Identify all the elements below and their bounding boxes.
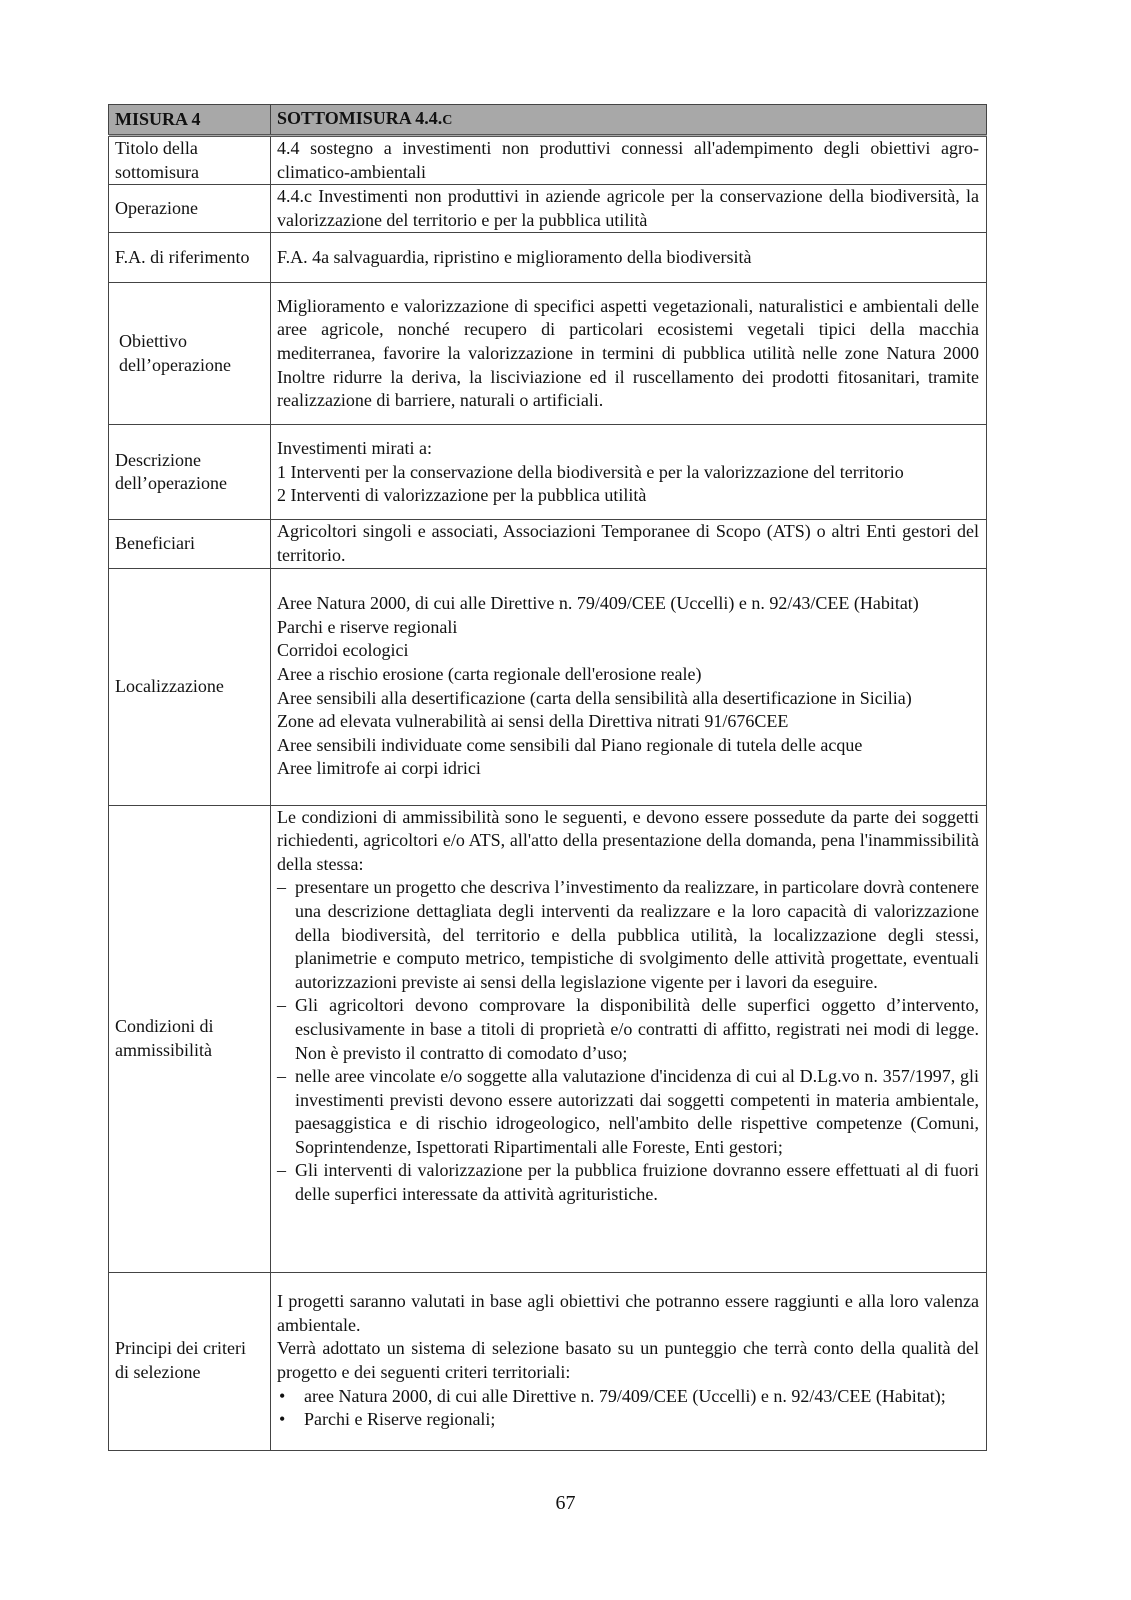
row-operazione — [109, 185, 987, 233]
sottomisura-header — [271, 105, 987, 136]
label-obiettivo: Obiettivo dell’operazione — [109, 283, 271, 425]
principi-bullet-text: Parchi e Riserve regionali; — [304, 1409, 496, 1430]
label-operazione: Operazione — [109, 185, 271, 233]
measure-table — [108, 104, 987, 1451]
descrizione-line: 2 Interventi di valorizzazione per la pubblica utilità — [277, 485, 647, 506]
bullet-marker: • — [279, 1385, 286, 1406]
descrizione-line: 1 Interventi per la conservazione della biodiversità e per la valorizzazione del territorio — [277, 461, 904, 482]
row-obiettivo — [109, 283, 987, 425]
condizioni-item-text: Gli interventi di valorizzazione per la pubblica fruizione dovranno essere effettuati al di fuori delle superfici interessate da attività agrituristiche. — [295, 1160, 979, 1205]
text-beneficiari: Agricoltori singoli e associati, Associazioni Temporanee di Scopo (ATS) o altri Enti gestori del territorio. — [271, 520, 987, 568]
row-beneficiari — [109, 520, 987, 568]
page-number: 67 — [555, 1492, 576, 1514]
condizioni-item-text: nelle aree vincolate e/o soggette alla valutazione d'incidenza di cui al D.Lg.vo n. 357/1997, gli investimenti previsti devono essere autorizzati dai soggetti competenti in materia ambientale, paesaggistica e di rischio idrogeologico, nell'ambito delle rispettive competenze (Comuni, Soprintendenze, Ispettorati Ripartimentali alle Foreste, Enti gestori; — [295, 1066, 979, 1157]
condizioni-item-text: presentare un progetto che descriva l’investimento da realizzare, in particolare dovrà contenere una descrizione dettagliata degli interventi da realizzare e la loro capacità di valorizzazione della biodiversità, del territorio e della pubblica utilità, la localizzazione degli stessi, planimetrie e computo metrico, tempistiche di svolgimento delle attività progettate, eventuali autorizzazioni previste ai sensi della legislazione vigente per i lavori da eseguire. — [295, 877, 979, 992]
text-principi — [271, 1272, 987, 1450]
localizzazione-line: Corridoi ecologici — [277, 640, 409, 661]
text-localizzazione — [271, 568, 987, 805]
text-descrizione — [271, 425, 987, 520]
condizioni-intro: Le condizioni di ammissibilità sono le seguenti, e devono essere possedute da parte dei soggetti richiedenti, agricoltori e/o ATS, all'atto della presentazione della domanda, pena l'inammissibilità della stessa: — [277, 806, 979, 874]
header-row — [109, 105, 987, 136]
condizioni-item-text: Gli agricoltori devono comprovare la disponibilità delle superfici oggetto d’intervento, esclusivamente in base a titoli di proprietà e/o contratti di affitto, registrati nei modi di legge. Non è previsto il contratto di comodato d’uso; — [295, 995, 979, 1063]
text-obiettivo: Miglioramento e valorizzazione di specifici aspetti vegetazionali, naturalistici e ambientali delle aree agricole, nonché recupero di particolari ecosistemi vegetali tipici della macchia mediterranea, favorire la valorizzazione in termini di pubblica utilità nelle zone Natura 2000 Inoltre ridurre la deriva, la lisciviazione ed il ruscellamento dei prodotti fitosanitari, tramite realizzazione di barriere, naturali o artificiali. — [271, 283, 987, 425]
text-fa: F.A. 4a salvaguardia, ripristino e miglioramento della biodiversità — [271, 233, 987, 283]
label-localizzazione: Localizzazione — [109, 568, 271, 805]
localizzazione-line: Aree limitrofe ai corpi idrici — [277, 758, 481, 779]
localizzazione-line: Aree sensibili alla desertificazione (carta della sensibilità alla desertificazione in Sicilia) — [277, 687, 912, 708]
principi-bullet-text: aree Natura 2000, di cui alle Direttive n. 79/409/CEE (Uccelli) e n. 92/43/CEE (Habitat); — [304, 1385, 946, 1406]
descrizione-line: Investimenti mirati a: — [277, 437, 432, 458]
condizioni-item — [277, 1159, 979, 1206]
condizioni-item — [277, 1065, 979, 1159]
localizzazione-line: Aree a rischio erosione (carta regionale dell'erosione reale) — [277, 663, 702, 684]
label-principi: Principi dei criteri di selezione — [109, 1272, 271, 1450]
localizzazione-line: Parchi e riserve regionali — [277, 616, 458, 637]
row-condizioni — [109, 805, 987, 1272]
label-condizioni: Condizioni di ammissibilità — [109, 805, 271, 1272]
dash-marker: – — [277, 1160, 286, 1181]
localizzazione-line: Zone ad elevata vulnerabilità ai sensi della Direttiva nitrati 91/676CEE — [277, 711, 789, 732]
principi-p2: Verrà adottato un sistema di selezione basato su un punteggio che terrà conto della qualità del progetto e dei seguenti criteri territoriali: — [277, 1338, 979, 1383]
label-titolo: Titolo della sottomisura — [109, 136, 271, 185]
dash-marker: – — [277, 995, 286, 1016]
label-descrizione: Descrizione dell’operazione — [109, 425, 271, 520]
dash-marker: – — [277, 877, 286, 898]
row-descrizione — [109, 425, 987, 520]
text-titolo: 4.4 sostegno a investimenti non produttivi connessi all'adempimento degli obiettivi agro-climatico-ambientali — [271, 136, 987, 185]
sottomisura-label: SOTTOMISURA 4.4. — [277, 107, 443, 128]
principi-bullet-item — [277, 1385, 979, 1409]
principi-p1: I progetti saranno valutati in base agli obiettivi che potranno essere raggiunti e alla loro valenza ambientale. — [277, 1291, 979, 1335]
misura-label: MISURA 4 — [115, 108, 201, 129]
label-beneficiari: Beneficiari — [109, 520, 271, 568]
dash-marker: – — [277, 1066, 286, 1087]
sottomisura-suffix: C — [442, 112, 453, 128]
misura-header — [109, 105, 271, 136]
localizzazione-line: Aree sensibili individuate come sensibili dal Piano regionale di tutela delle acque — [277, 734, 863, 755]
row-localizzazione — [109, 568, 987, 805]
bullet-marker: • — [279, 1409, 286, 1430]
text-operazione: 4.4.c Investimenti non produttivi in aziende agricole per la conservazione della biodiversità, la valorizzazione del territorio e per la pubblica utilità — [271, 185, 987, 233]
principi-bullet-item — [277, 1408, 979, 1432]
text-condizioni — [271, 805, 987, 1272]
row-fa — [109, 233, 987, 283]
label-fa: F.A. di riferimento — [109, 233, 271, 283]
condizioni-item — [277, 876, 979, 994]
localizzazione-line: Aree Natura 2000, di cui alle Direttive n. 79/409/CEE (Uccelli) e n. 92/43/CEE (Habitat) — [277, 593, 919, 614]
row-principi — [109, 1272, 987, 1450]
row-titolo — [109, 136, 987, 185]
condizioni-item — [277, 994, 979, 1065]
